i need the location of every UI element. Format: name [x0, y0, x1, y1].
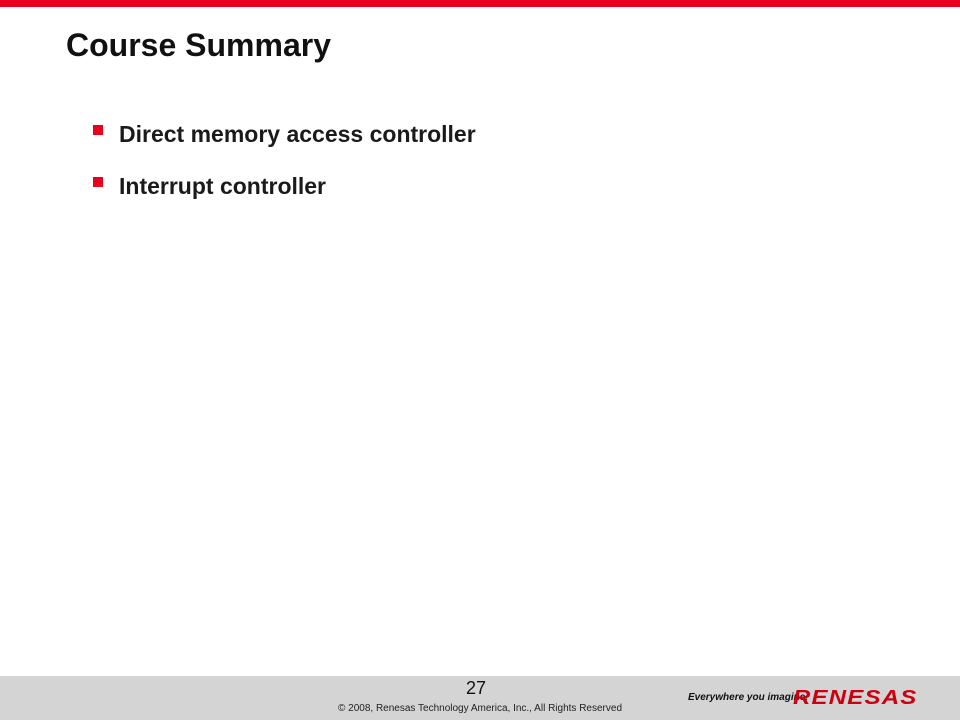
bullet-text: Direct memory access controller	[119, 120, 476, 147]
square-bullet-icon	[93, 125, 103, 135]
bullet-text: Interrupt controller	[119, 172, 327, 199]
brand-tagline: Everywhere you imagine.	[688, 692, 809, 703]
renesas-logo: RENESAS	[793, 687, 918, 709]
slide-title: Course Summary	[66, 27, 331, 63]
bullet-list	[93, 116, 476, 220]
top-accent-bar	[0, 0, 960, 7]
slide-footer	[0, 676, 960, 720]
bullet-item	[93, 168, 476, 204]
copyright-notice: © 2008, Renesas Technology America, Inc., All Rights Reserved	[338, 703, 622, 714]
page-number: 27	[465, 678, 487, 698]
square-bullet-icon	[93, 177, 103, 187]
bullet-item	[93, 116, 476, 152]
